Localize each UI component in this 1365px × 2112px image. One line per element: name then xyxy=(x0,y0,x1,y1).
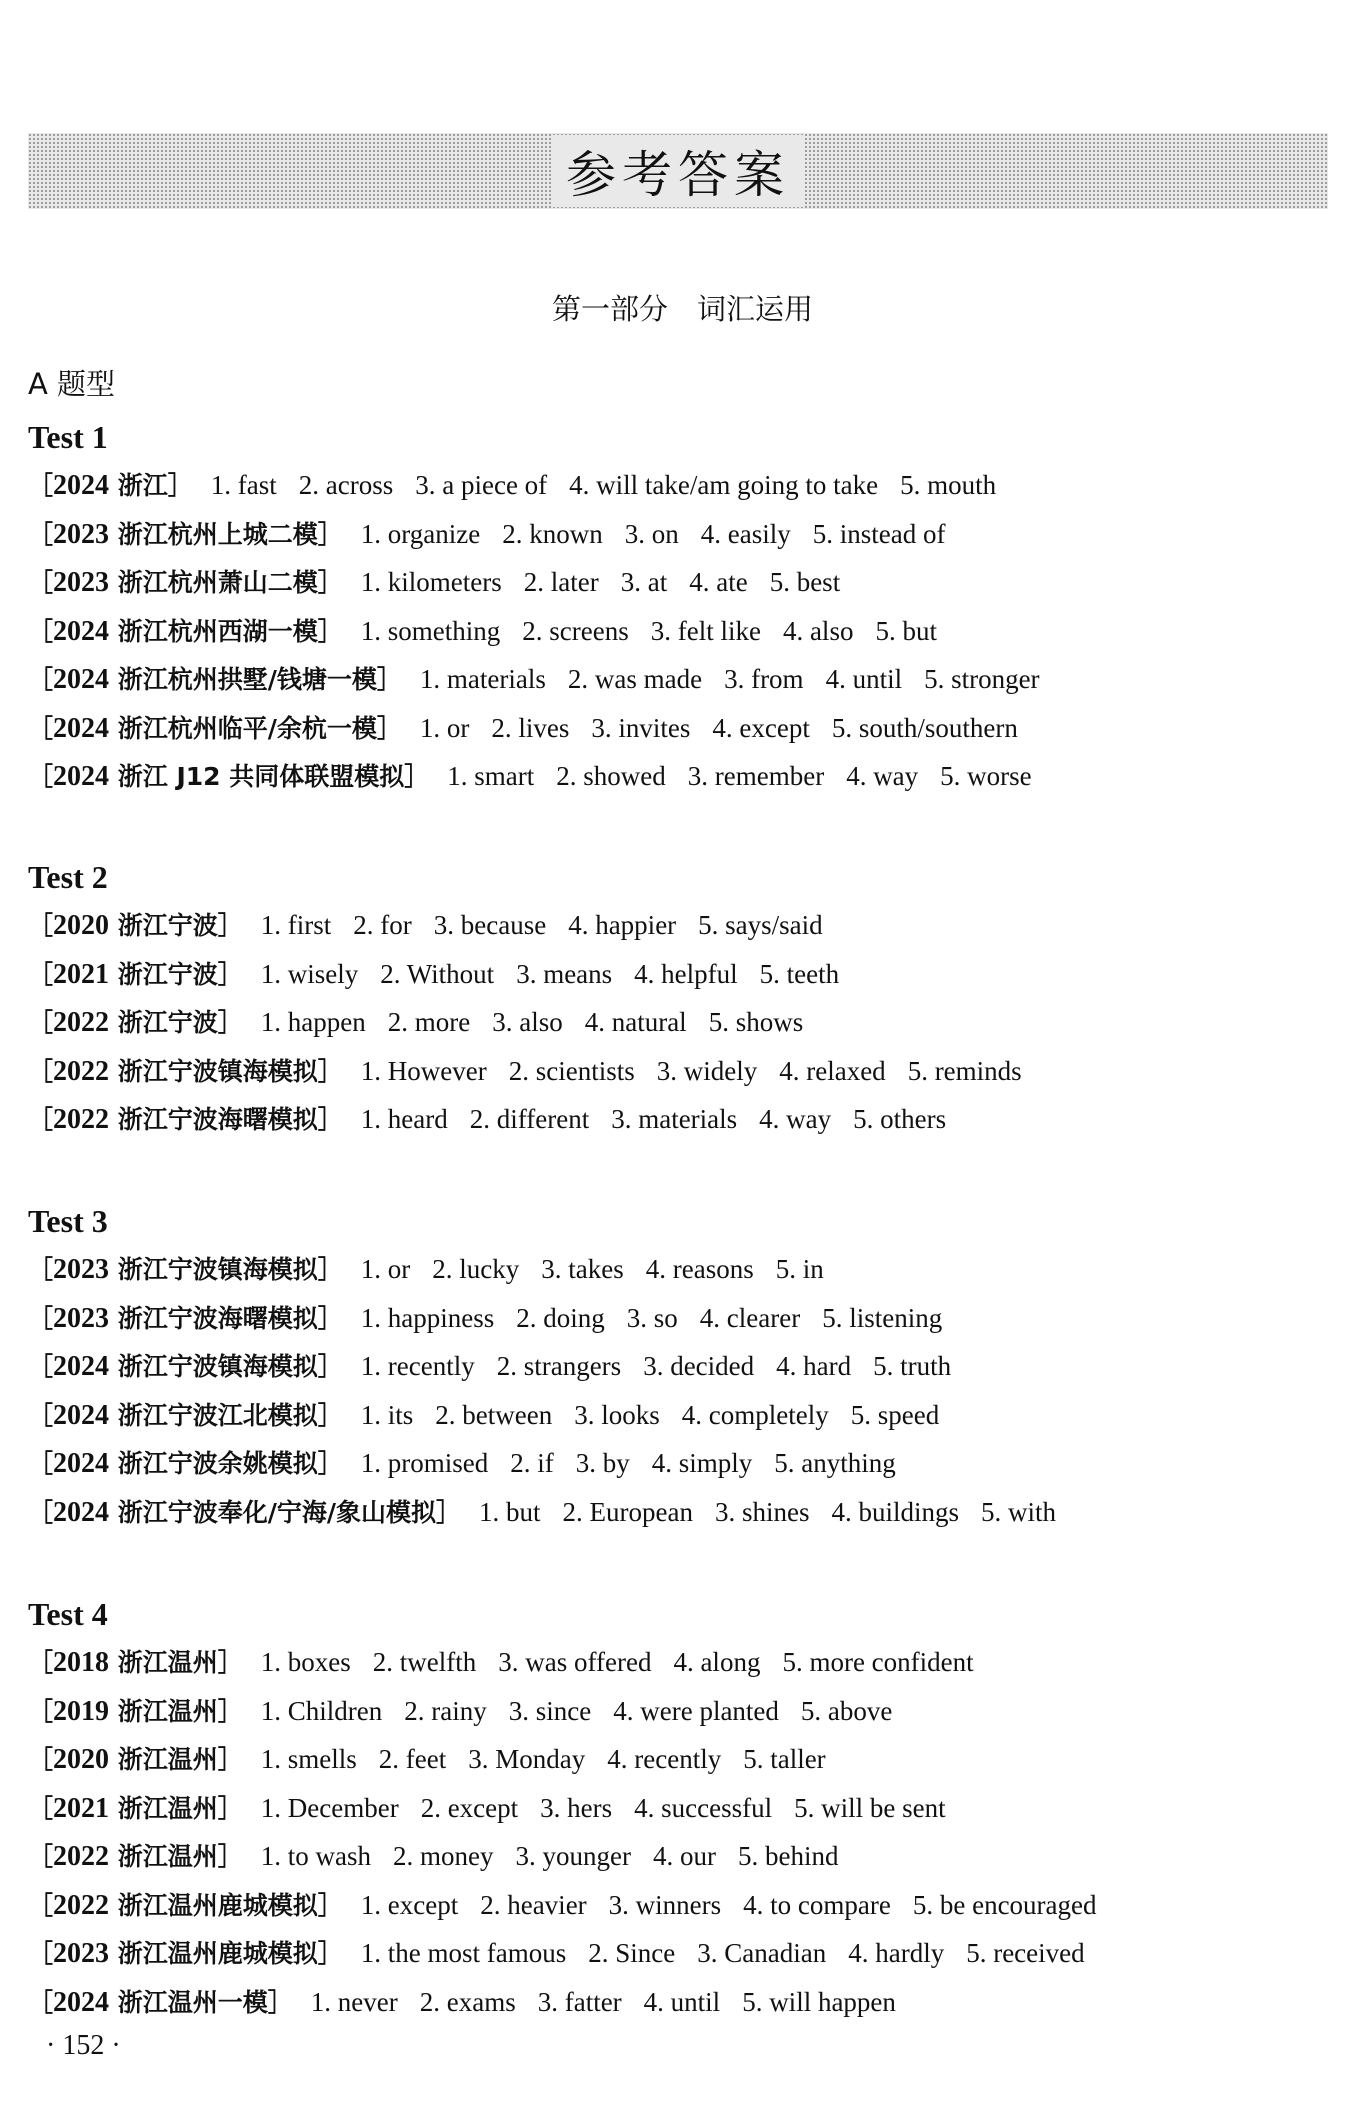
source-place: 浙江 xyxy=(117,471,168,500)
answer-item: 1. happiness xyxy=(360,1302,495,1333)
answer-item: 3. on xyxy=(624,518,679,549)
answer-item: 1. December xyxy=(260,1792,399,1823)
answer-row xyxy=(28,1245,1338,1294)
answer-item: 5. above xyxy=(800,1695,893,1726)
answer-item: 3. younger xyxy=(515,1841,631,1871)
source-year: 2022 xyxy=(53,1841,110,1872)
answer-item: 2. strangers xyxy=(496,1351,622,1381)
answer-item: 5. will happen xyxy=(742,1986,896,2017)
answer-row xyxy=(28,752,1338,801)
answer-item: 2. Without xyxy=(380,958,495,989)
source-tag: ［2020 浙江温州］ xyxy=(28,1744,243,1775)
answer-row xyxy=(28,1391,1338,1440)
answer-list xyxy=(261,1841,839,1871)
answer-item: 3. invites xyxy=(591,712,691,743)
source-tag: ［2023 浙江宁波海曙模拟］ xyxy=(28,1302,343,1334)
answer-item: 5. stronger xyxy=(924,664,1040,694)
answer-item: 2. lives xyxy=(491,712,570,743)
source-place: 浙江杭州西湖一模 xyxy=(117,616,318,646)
source-year: 2023 xyxy=(53,1254,110,1285)
answer-item: 2. doing xyxy=(516,1302,605,1333)
answer-item: 4. were planted xyxy=(613,1695,779,1726)
answer-item: 1. never xyxy=(310,1986,398,2017)
answer-item: 1. its xyxy=(360,1399,414,1430)
answer-item: 1. to wash xyxy=(260,1841,372,1871)
answer-item: 4. helpful xyxy=(634,958,738,989)
answer-row xyxy=(28,1294,1338,1343)
source-year: 2023 xyxy=(53,1302,110,1334)
answer-item: 3. Canadian xyxy=(697,1938,827,1968)
source-year: 2024 xyxy=(53,761,110,792)
answer-item: 4. reasons xyxy=(645,1254,754,1284)
source-year: 2022 xyxy=(53,1104,110,1135)
answer-item: 2. different xyxy=(469,1104,590,1134)
answer-item: 5. received xyxy=(966,1938,1085,1968)
answer-list xyxy=(447,761,1031,791)
answer-item: 1. something xyxy=(360,615,501,646)
answer-item: 3. winners xyxy=(608,1889,722,1920)
answer-row xyxy=(28,1978,1338,2027)
answer-item: 3. hers xyxy=(540,1792,613,1823)
test-title: Test 4 xyxy=(28,1596,108,1632)
answer-row xyxy=(28,607,1338,656)
test-title: Test 2 xyxy=(28,859,108,895)
answer-list xyxy=(361,1351,951,1381)
answer-item: 2. more xyxy=(387,1007,471,1037)
answer-row xyxy=(28,1929,1338,1978)
answer-item: 2. screens xyxy=(522,615,629,646)
answer-item: 2. was made xyxy=(567,664,703,694)
source-year: 2021 xyxy=(53,958,110,990)
answer-row xyxy=(28,1687,1338,1736)
source-tag: ［2024 浙江杭州西湖一模］ xyxy=(28,615,343,647)
answer-list xyxy=(361,1890,1097,1920)
answer-item: 1. recently xyxy=(360,1351,475,1381)
source-place: 浙江温州一模 xyxy=(117,1987,268,2017)
answer-list xyxy=(261,1647,974,1677)
answer-row xyxy=(28,510,1338,559)
answer-item: 5. teeth xyxy=(759,958,840,989)
test-title: Test 3 xyxy=(28,1203,108,1239)
source-place: 浙江 J12 共同体联盟模拟 xyxy=(117,762,405,791)
source-place: 浙江宁波海曙模拟 xyxy=(117,1105,318,1134)
answer-item: 5. but xyxy=(875,615,937,646)
source-year: 2022 xyxy=(53,1889,110,1921)
source-year: 2024 xyxy=(53,664,110,695)
answer-item: 2. twelfth xyxy=(372,1647,477,1677)
source-year: 2024 xyxy=(53,470,110,501)
source-place: 浙江宁波镇海模拟 xyxy=(117,1255,318,1284)
answer-item: 4. until xyxy=(643,1986,721,2017)
answer-item: 3. Monday xyxy=(468,1744,586,1774)
answer-item: 4. also xyxy=(782,615,854,646)
test-4 xyxy=(28,1590,1338,2026)
answer-row xyxy=(28,704,1338,753)
answer-list xyxy=(361,1303,942,1333)
source-year: 2024 xyxy=(53,1496,110,1528)
answer-item: 5. listening xyxy=(822,1302,943,1333)
answer-list xyxy=(261,1793,946,1823)
source-tag: ［2024 浙江杭州拱墅/钱塘一模］ xyxy=(28,664,402,695)
answer-item: 2. scientists xyxy=(508,1055,635,1086)
answer-item: 4. completely xyxy=(681,1399,829,1430)
answer-item: 5. shows xyxy=(708,1007,804,1037)
source-tag: ［2023 浙江杭州上城二模］ xyxy=(28,518,343,550)
answer-row xyxy=(28,1735,1338,1784)
answer-row xyxy=(28,901,1338,950)
answer-item: 2. feet xyxy=(378,1744,447,1774)
source-year: 2019 xyxy=(53,1695,110,1727)
source-year: 2024 xyxy=(53,1399,110,1431)
answer-item: 3. widely xyxy=(656,1055,758,1086)
answer-list xyxy=(361,1448,896,1478)
answer-item: 3. means xyxy=(516,958,613,989)
answer-item: 5. says/said xyxy=(698,910,823,940)
answer-item: 5. best xyxy=(769,567,841,597)
answer-list xyxy=(361,519,946,549)
answer-list xyxy=(361,616,937,646)
source-place: 浙江杭州萧山二模 xyxy=(117,568,318,597)
source-tag: ［2018 浙江温州］ xyxy=(28,1647,243,1678)
answer-list xyxy=(361,1254,824,1284)
answer-row xyxy=(28,558,1338,607)
source-place: 浙江杭州临平/余杭一模 xyxy=(117,713,377,743)
source-place: 浙江宁波 xyxy=(117,1008,218,1037)
answer-item: 4. relaxed xyxy=(779,1055,886,1086)
answer-item: 3. was offered xyxy=(498,1647,652,1677)
answer-item: 2. later xyxy=(523,567,599,597)
answer-item: 4. to compare xyxy=(743,1889,891,1920)
answer-row xyxy=(28,1047,1338,1096)
answer-item: 4. recently xyxy=(607,1744,722,1774)
answer-item: 5. will be sent xyxy=(794,1792,946,1823)
source-tag: ［2022 浙江宁波海曙模拟］ xyxy=(28,1104,343,1135)
answer-row xyxy=(28,950,1338,999)
answer-item: 1. or xyxy=(419,712,470,743)
source-tag: ［2020 浙江宁波］ xyxy=(28,910,243,941)
answer-item: 3. a piece of xyxy=(415,470,548,500)
answer-row xyxy=(28,1638,1338,1687)
test-3 xyxy=(28,1197,1338,1536)
answer-item: 3. shines xyxy=(714,1496,810,1527)
answer-list xyxy=(261,1007,803,1037)
answer-item: 1. promised xyxy=(360,1448,489,1478)
answer-item: 3. since xyxy=(508,1695,592,1726)
answer-item: 5. reminds xyxy=(907,1055,1022,1086)
source-tag: ［2019 浙江温州］ xyxy=(28,1695,243,1727)
source-tag: ［2024 浙江 J12 共同体联盟模拟］ xyxy=(28,761,430,792)
answer-list xyxy=(361,1938,1085,1968)
source-tag: ［2024 浙江］ xyxy=(28,470,193,501)
answer-item: 1. smart xyxy=(447,761,535,791)
answer-row xyxy=(28,1439,1338,1488)
source-year: 2022 xyxy=(53,1007,110,1038)
answer-item: 5. mouth xyxy=(900,470,997,500)
test-title: Test 1 xyxy=(28,419,108,455)
source-year: 2022 xyxy=(53,1055,110,1087)
answer-row xyxy=(28,1881,1338,1930)
answer-item: 3. at xyxy=(620,567,668,597)
part-title: 第一部分 词汇运用 xyxy=(551,292,813,326)
answer-item: 1. kilometers xyxy=(360,567,502,597)
answer-item: 2. for xyxy=(353,910,412,940)
answer-item: 5. taller xyxy=(743,1744,826,1774)
answer-item: 4. will take/am going to take xyxy=(569,470,879,500)
answer-item: 3. from xyxy=(724,664,804,694)
answer-list xyxy=(261,910,823,940)
answer-item: 4. along xyxy=(673,1647,761,1677)
answer-item: 2. between xyxy=(435,1399,553,1430)
answer-item: 5. south/southern xyxy=(831,712,1018,743)
source-year: 2023 xyxy=(53,518,110,550)
page-number: · 152 · xyxy=(46,2030,121,2061)
answer-list xyxy=(261,959,839,989)
answer-item: 5. worse xyxy=(940,761,1032,791)
answer-list xyxy=(361,1056,1022,1086)
answer-item: 4. our xyxy=(653,1841,716,1871)
source-place: 浙江宁波海曙模拟 xyxy=(117,1303,318,1333)
title-banner xyxy=(28,133,1328,209)
source-tag: ［2022 浙江温州鹿城模拟］ xyxy=(28,1889,343,1921)
answer-item: 4. until xyxy=(825,664,903,694)
source-place: 浙江温州鹿城模拟 xyxy=(117,1939,318,1968)
answer-item: 3. also xyxy=(492,1007,563,1037)
source-tag: ［2022 浙江温州］ xyxy=(28,1841,243,1872)
answer-item: 5. truth xyxy=(873,1351,952,1381)
answer-item: 1. Children xyxy=(260,1695,383,1726)
answer-item: 1. materials xyxy=(419,664,546,694)
answer-item: 4. way xyxy=(759,1104,832,1134)
source-place: 浙江宁波 xyxy=(117,959,218,989)
source-place: 浙江杭州上城二模 xyxy=(117,519,318,549)
source-year: 2024 xyxy=(53,1986,110,2018)
source-place: 浙江温州 xyxy=(117,1648,218,1677)
answer-item: 1. organize xyxy=(360,518,481,549)
answer-item: 1. fast xyxy=(210,470,277,500)
answer-item: 3. materials xyxy=(611,1104,738,1134)
source-place: 浙江宁波奉化/宁海/象山模拟 xyxy=(117,1497,436,1527)
answer-item: 5. anything xyxy=(774,1448,896,1478)
source-tag: ［2024 浙江宁波奉化/宁海/象山模拟］ xyxy=(28,1496,462,1528)
answer-item: 1. boxes xyxy=(260,1647,351,1677)
source-place: 浙江温州 xyxy=(117,1793,218,1823)
answer-item: 3. by xyxy=(575,1448,630,1478)
answer-item: 3. decided xyxy=(643,1351,755,1381)
answer-item: 5. behind xyxy=(738,1841,839,1871)
answer-item: 4. hard xyxy=(776,1351,852,1381)
answer-item: 1. first xyxy=(260,910,332,940)
answer-row xyxy=(28,461,1338,510)
answer-item: 3. remember xyxy=(687,761,825,791)
answer-row xyxy=(28,655,1338,704)
answer-item: 5. with xyxy=(981,1496,1057,1527)
answer-row xyxy=(28,1488,1338,1537)
source-tag: ［2024 浙江杭州临平/余杭一模］ xyxy=(28,712,402,744)
source-place: 浙江温州 xyxy=(117,1745,218,1774)
source-tag: ［2023 浙江杭州萧山二模］ xyxy=(28,567,343,598)
answer-item: 4. buildings xyxy=(831,1496,959,1527)
answer-item: 1. smells xyxy=(260,1744,357,1774)
section-label: A 题型 xyxy=(28,367,116,401)
answer-list xyxy=(361,1104,946,1134)
answer-item: 4. natural xyxy=(584,1007,687,1037)
answer-item: 3. fatter xyxy=(537,1986,622,2017)
answer-item: 2. across xyxy=(298,470,394,500)
source-place: 浙江温州 xyxy=(117,1842,218,1871)
source-place: 浙江宁波镇海模拟 xyxy=(117,1056,318,1086)
answer-list xyxy=(261,1744,826,1774)
source-place: 浙江温州 xyxy=(117,1696,218,1726)
answer-item: 4. easily xyxy=(700,518,791,549)
answer-item: 4. successful xyxy=(634,1792,773,1823)
source-year: 2020 xyxy=(53,1744,110,1775)
answer-item: 3. looks xyxy=(574,1399,660,1430)
answer-item: 4. ate xyxy=(689,567,748,597)
answer-item: 3. so xyxy=(626,1302,678,1333)
answer-item: 2. if xyxy=(510,1448,554,1478)
source-tag: ［2024 浙江宁波余姚模拟］ xyxy=(28,1448,343,1479)
answer-item: 4. hardly xyxy=(848,1938,945,1968)
answer-item: 1. However xyxy=(360,1055,487,1086)
answer-item: 4. simply xyxy=(651,1448,753,1478)
answer-item: 2. lucky xyxy=(432,1254,520,1284)
source-place: 浙江温州鹿城模拟 xyxy=(117,1890,318,1920)
answer-row xyxy=(28,1342,1338,1391)
page-title: 参考答案 xyxy=(552,135,804,207)
answer-row xyxy=(28,998,1338,1047)
source-tag: ［2021 浙江温州］ xyxy=(28,1792,243,1824)
source-place: 浙江杭州拱墅/钱塘一模 xyxy=(117,665,377,694)
answer-item: 2. showed xyxy=(556,761,666,791)
answer-item: 1. but xyxy=(479,1496,541,1527)
answer-list xyxy=(420,713,1018,743)
test-1 xyxy=(28,413,1338,801)
answer-item: 2. except xyxy=(420,1792,519,1823)
answer-item: 4. clearer xyxy=(699,1302,801,1333)
answer-item: 2. known xyxy=(502,518,603,549)
source-year: 2021 xyxy=(53,1792,110,1824)
answer-item: 1. except xyxy=(360,1889,459,1920)
answer-list xyxy=(420,664,1040,694)
answer-list xyxy=(479,1497,1056,1527)
test-2 xyxy=(28,853,1338,1144)
source-year: 2024 xyxy=(53,1448,110,1479)
answer-row xyxy=(28,1095,1338,1144)
answer-item: 5. more confident xyxy=(782,1647,974,1677)
source-year: 2023 xyxy=(53,567,110,598)
answer-item: 3. felt like xyxy=(650,615,761,646)
answer-item: 4. way xyxy=(846,761,919,791)
source-tag: ［2022 浙江宁波镇海模拟］ xyxy=(28,1055,343,1087)
answer-row xyxy=(28,1832,1338,1881)
source-tag: ［2021 浙江宁波］ xyxy=(28,958,243,990)
source-place: 浙江宁波余姚模拟 xyxy=(117,1449,318,1478)
answer-item: 1. wisely xyxy=(260,958,359,989)
answer-item: 4. except xyxy=(712,712,810,743)
answer-list xyxy=(261,1696,893,1726)
answer-item: 1. the most famous xyxy=(360,1938,567,1968)
answer-list xyxy=(361,1400,939,1430)
answer-item: 5. instead of xyxy=(812,518,946,549)
source-tag: ［2023 浙江温州鹿城模拟］ xyxy=(28,1938,343,1969)
answer-list xyxy=(211,470,996,500)
source-tag: ［2024 浙江宁波江北模拟］ xyxy=(28,1399,343,1431)
answer-list xyxy=(361,567,840,597)
source-year: 2023 xyxy=(53,1938,110,1969)
answer-item: 5. be encouraged xyxy=(912,1889,1097,1920)
answer-item: 4. happier xyxy=(568,910,677,940)
source-tag: ［2023 浙江宁波镇海模拟］ xyxy=(28,1254,343,1285)
answer-item: 5. others xyxy=(853,1104,947,1134)
source-year: 2024 xyxy=(53,712,110,744)
answer-item: 2. Since xyxy=(588,1938,676,1968)
answer-item: 1. or xyxy=(360,1254,411,1284)
source-year: 2018 xyxy=(53,1647,110,1678)
answer-item: 5. speed xyxy=(850,1399,940,1430)
source-place: 浙江宁波镇海模拟 xyxy=(117,1352,318,1381)
source-year: 2020 xyxy=(53,910,110,941)
source-place: 浙江宁波 xyxy=(117,911,218,940)
answer-item: 1. heard xyxy=(360,1104,448,1134)
source-place: 浙江宁波江北模拟 xyxy=(117,1400,318,1430)
answer-item: 1. happen xyxy=(260,1007,366,1037)
answer-list xyxy=(311,1987,896,2017)
answer-item: 2. European xyxy=(562,1496,693,1527)
source-year: 2024 xyxy=(53,1351,110,1382)
source-tag: ［2024 浙江宁波镇海模拟］ xyxy=(28,1351,343,1382)
source-tag: ［2022 浙江宁波］ xyxy=(28,1007,243,1038)
answer-item: 3. because xyxy=(433,910,547,940)
source-tag: ［2024 浙江温州一模］ xyxy=(28,1986,293,2018)
answer-item: 2. rainy xyxy=(404,1695,487,1726)
answer-item: 2. heavier xyxy=(480,1889,587,1920)
answer-item: 2. exams xyxy=(419,1986,516,2017)
answer-item: 2. money xyxy=(393,1841,494,1871)
answer-row xyxy=(28,1784,1338,1833)
answer-item: 5. in xyxy=(775,1254,824,1284)
answer-item: 3. takes xyxy=(541,1254,624,1284)
source-year: 2024 xyxy=(53,615,110,647)
